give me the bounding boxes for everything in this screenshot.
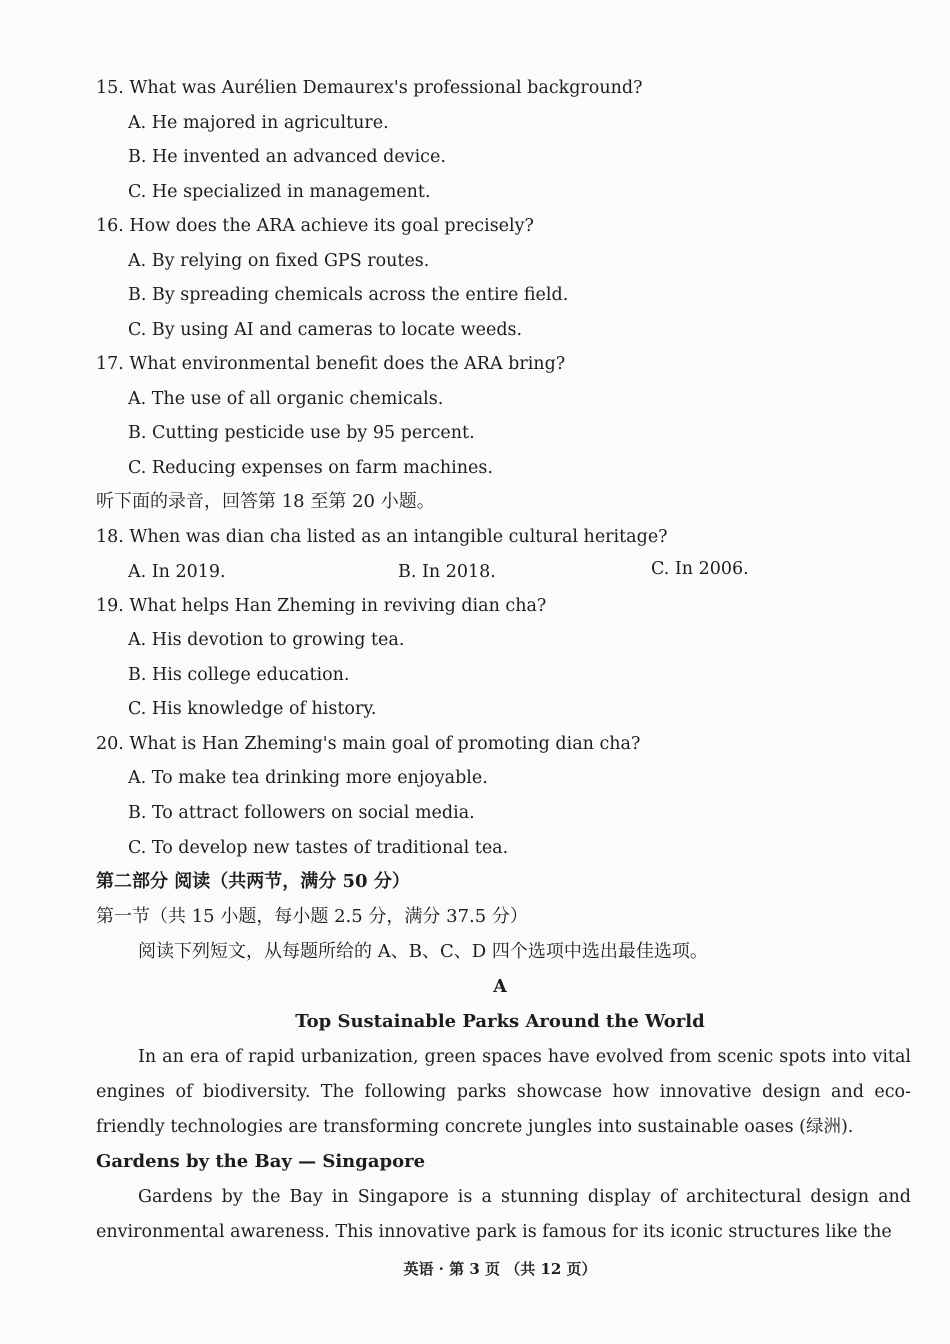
option-15b: B. He invented an advanced device. [128, 147, 446, 167]
listening-instruction: 听下面的录音，回答第 18 至第 20 小题。 [96, 491, 435, 512]
option-19a: A. His devotion to growing tea. [128, 630, 405, 650]
option-18a: A. In 2019. [128, 562, 226, 582]
option-17c: C. Reducing expenses on farm machines. [128, 458, 493, 478]
option-15a: A. He majored in agriculture. [128, 113, 389, 133]
question-20: 20. What is Han Zheming's main goal of promoting dian cha? [96, 734, 641, 754]
question-17: 17. What environmental benefit does the ARA bring? [96, 354, 566, 374]
part-2-heading: 第二部分 阅读（共两节，满分 50 分） [96, 871, 410, 892]
question-15: 15. What was Aurélien Demaurex's professional background? [96, 78, 643, 98]
option-16c: C. By using AI and cameras to locate weeds. [128, 320, 523, 340]
option-17a: A. The use of all organic chemicals. [128, 389, 444, 409]
reading-instruction: 阅读下列短文，从每题所给的 A、B、C、D 四个选项中选出最佳选项。 [138, 941, 708, 962]
option-20c: C. To develop new tastes of traditional tea. [128, 838, 509, 858]
option-20a: A. To make tea drinking more enjoyable. [128, 768, 488, 788]
option-18c: C. In 2006. [651, 559, 749, 579]
passage-letter: A [493, 977, 507, 997]
intro-paragraph: In an era of rapid urbanization, green spaces have evolved from scenic spots into vital engines of biodiversity. The following parks showcase how innovative design and eco-friendly technologies are transforming concrete jungles into sustainable oases (绿洲). [96, 1047, 911, 1137]
option-15c: C. He specialized in management. [128, 182, 431, 202]
subheading-gardens: Gardens by the Bay — Singapore [96, 1151, 426, 1172]
page-footer: 英语 · 第 3 页 （共 12 页） [403, 1260, 597, 1278]
section-1-heading: 第一节（共 15 小题，每小题 2.5 分，满分 37.5 分） [96, 906, 528, 927]
option-20b: B. To attract followers on social media. [128, 803, 475, 823]
option-18b: B. In 2018. [398, 562, 496, 582]
question-18: 18. When was dian cha listed as an intangible cultural heritage? [96, 527, 668, 547]
option-16a: A. By relying on fixed GPS routes. [128, 251, 430, 271]
option-16b: B. By spreading chemicals across the entire field. [128, 285, 569, 305]
question-16: 16. How does the ARA achieve its goal precisely? [96, 216, 534, 236]
option-19c: C. His knowledge of history. [128, 699, 377, 719]
option-17b: B. Cutting pesticide use by 95 percent. [128, 423, 475, 443]
gardens-paragraph: Gardens by the Bay in Singapore is a stunning display of architectural design and environmental awareness. This innovative park is famous for its iconic structures like the [96, 1187, 911, 1242]
option-19b: B. His college education. [128, 665, 350, 685]
question-19: 19. What helps Han Zheming in reviving dian cha? [96, 596, 547, 616]
passage-title: Top Sustainable Parks Around the World [295, 1011, 705, 1032]
